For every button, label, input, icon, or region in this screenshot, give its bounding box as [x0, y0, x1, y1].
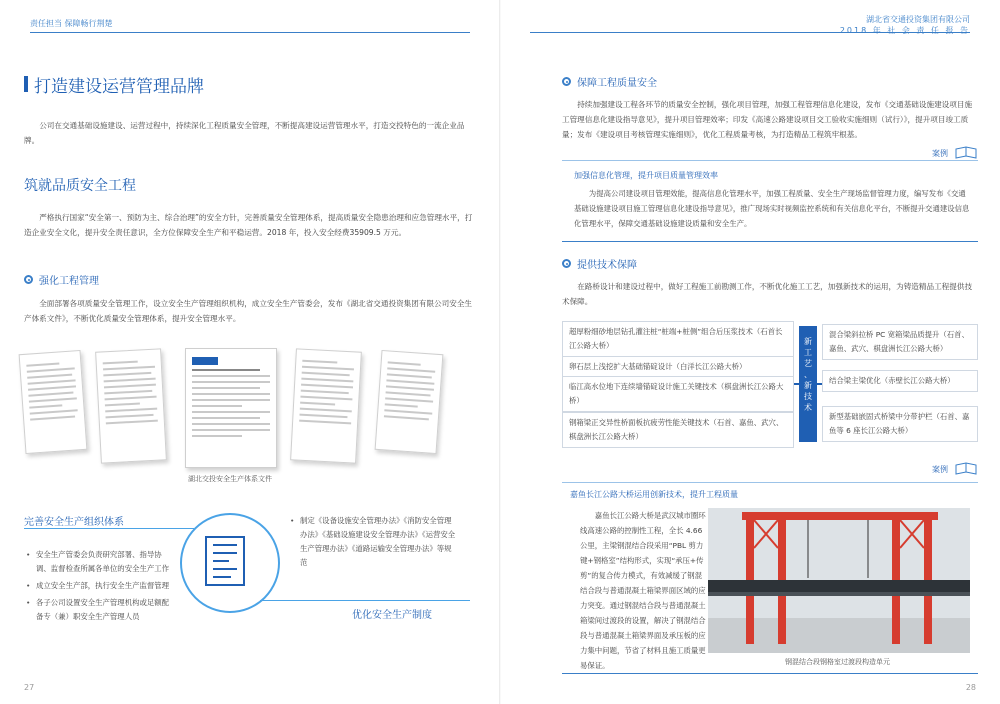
system-divider [260, 600, 470, 601]
subsection-title [562, 256, 637, 271]
document-thumbnail [19, 350, 88, 454]
tech-item: 结合梁主梁优化（赤壁长江公路大桥） [822, 370, 978, 392]
section-paragraph: 严格执行国家“安全第一、预防为主、综合治理”的安全方针，完善质量安全管理体系，提高质量安全隐患治理和应急管理水平，打造企业安全文化，提升安全责任意识，全方位保障安全生产和平稳运营。2018 年，投入安全经费35909.5 万元。 [24, 213, 473, 237]
safety-system-title: 优化安全生产制度 [352, 610, 432, 621]
case-label: 案例 [932, 149, 948, 158]
subsection-title [562, 74, 657, 89]
bullet-icon [562, 77, 571, 86]
subsection-title-text: 提供技术保障 [577, 260, 637, 271]
list-item: • 安全生产管委会负责研究部署、指导协调、监督检查所属各单位的安全生产工作 [24, 548, 174, 576]
company-name: 湖北省交通投资集团有限公司 [866, 15, 970, 24]
document-icon [205, 536, 245, 586]
case-text: 为提高公司建设项目管理效能，提高信息化管理水平，加强工程质量、安全生产现场监督管理力度，编写发布《交通基础设施建设项目施工管理信息化建设指导意见》，推广现场实时视频监控系统和有关信息化平台，不断提升交通建设信息化管理水平，保障交通基础设施建设质量和安全生产。 [574, 189, 970, 228]
page-number: 28 [965, 683, 976, 692]
subsection-title [24, 272, 99, 287]
right-page [500, 0, 1000, 704]
subsection-paragraph: 全面部署各项质量安全管理工作，设立安全生产管理组织机构，成立安全生产管委会，发布《湖北省交通投资集团有限公司安全生产体系文件》，不断优化质量安全管理体系，提升安全管理水平。 [24, 299, 473, 323]
tech-item: 钢箱梁正交异性桥面板抗疲劳性能关键技术（石首、嘉鱼、武穴、棋盘洲长江公路大桥） [562, 412, 794, 448]
org-system-title: 完善安全生产组织体系 [24, 517, 124, 528]
subsection-title-text: 强化工程管理 [39, 276, 99, 287]
list-item: • 各子公司设置安全生产管理机构或足额配备专（兼）职安全生产管理人员 [24, 596, 174, 624]
tech-item: 超厚粉细砂地层钻孔灌注桩“桩端+桩侧”组合后压浆技术（石首长江公路大桥） [562, 321, 794, 357]
tech-item: 新型基础嵌固式桥梁中分带护栏（石首、嘉鱼等 6 座长江公路大桥） [822, 406, 978, 442]
documents-caption: 湖北交投安全生产体系文件 [188, 475, 272, 483]
case-heading: 嘉鱼长江公路大桥运用创新技术，提升工程质量 [570, 490, 738, 499]
intro-paragraph: 公司在交通基础设施建设、运营过程中，持续深化工程质量安全管理，不断提高建设运营管理水平，打造交投特色的一流企业品牌。 [24, 121, 465, 145]
case-text: 嘉鱼长江公路大桥是武汉城市圈环线高速公路的控制性工程，全长 4.66 公里，主梁钢混结合段采用“PBL 剪力键+钢格室”结构形式，实现“承压+传剪”的复合传力模式，有效减缓了钢混结合段与普通混凝土箱梁界面区域的应力突变。通过钢混结合段与普通混凝土箱梁间过渡段的设置，解决了钢混结合段与普通混凝土箱梁界面及承压板的应力集中问题，节省了材料且施工质量更易保证。 [580, 511, 706, 670]
tech-center-label: 新 工 艺 、 新 技 术 [799, 326, 817, 442]
document-cover [185, 348, 277, 468]
case-heading: 加强信息化管理，提升项目质量管理效率 [574, 171, 718, 180]
org-divider [24, 528, 194, 529]
book-icon [954, 462, 978, 476]
document-thumbnail [290, 348, 362, 463]
list-item: • 成立安全生产部，执行安全生产监督管理 [24, 579, 174, 593]
page-number: 27 [24, 683, 35, 692]
org-system-list [24, 548, 174, 627]
list-item: • 制定《设备设施安全管理办法》《消防安全管理办法》《基础设施建设安全管理办法》《运营安全生产管理办法》《道路运输安全管理办法》等规范 [288, 514, 458, 570]
section-title: 筑就品质安全工程 [24, 178, 136, 194]
document-thumbnail [375, 350, 444, 454]
bullet-icon [562, 259, 571, 268]
header-rule [30, 32, 470, 33]
photo-caption: 钢混结合段钢格室过渡段构造单元 [785, 658, 890, 666]
tech-item: 临江高水位地下连续墙锚碇设计施工关键技术（棋盘洲长江公路大桥） [562, 376, 794, 412]
quality-paragraph: 持续加强建设工程各环节的质量安全控制，强化项目管理，加强工程管理信息化建设，发布《交通基础设施建设项目施工管理信息化建设指导意见》，提升项目管理效率；印发《高速公路建设项目交工验收实施细则（试行）》，提升项目竣工质量；发布《建设项目考核管理实施细则》，优化工程质量考核，为打造精品工程筑牢根基。 [562, 100, 973, 139]
report-name: 2018 年 社 会 责 任 报 告 [839, 26, 970, 35]
page-title: 打造建设运营管理品牌 [34, 77, 204, 97]
book-icon [954, 146, 978, 160]
safety-system-list [288, 514, 458, 573]
case-label: 案例 [932, 465, 948, 474]
tech-item: 混合梁斜拉桥 PC 宽箱梁品质提升（石首、嘉鱼、武穴、棋盘洲长江公路大桥） [822, 324, 978, 360]
tech-item: 卵石层上浅挖扩大基础锚碇设计（白洋长江公路大桥） [562, 356, 794, 378]
header-company [840, 14, 970, 36]
title-marker [24, 76, 28, 92]
document-thumbnail [95, 348, 167, 463]
bullet-icon [24, 275, 33, 284]
tech-paragraph: 在路桥设计和建设过程中，做好工程施工前勘测工作，不断优化施工工艺，加强新技术的运用，为铸造精品工程提供技术保障。 [562, 282, 973, 306]
header-slogan: 责任担当 保障畅行荆楚 [30, 19, 113, 28]
subsection-title-text: 保障工程质量安全 [577, 78, 657, 89]
bridge-photo [708, 508, 970, 653]
